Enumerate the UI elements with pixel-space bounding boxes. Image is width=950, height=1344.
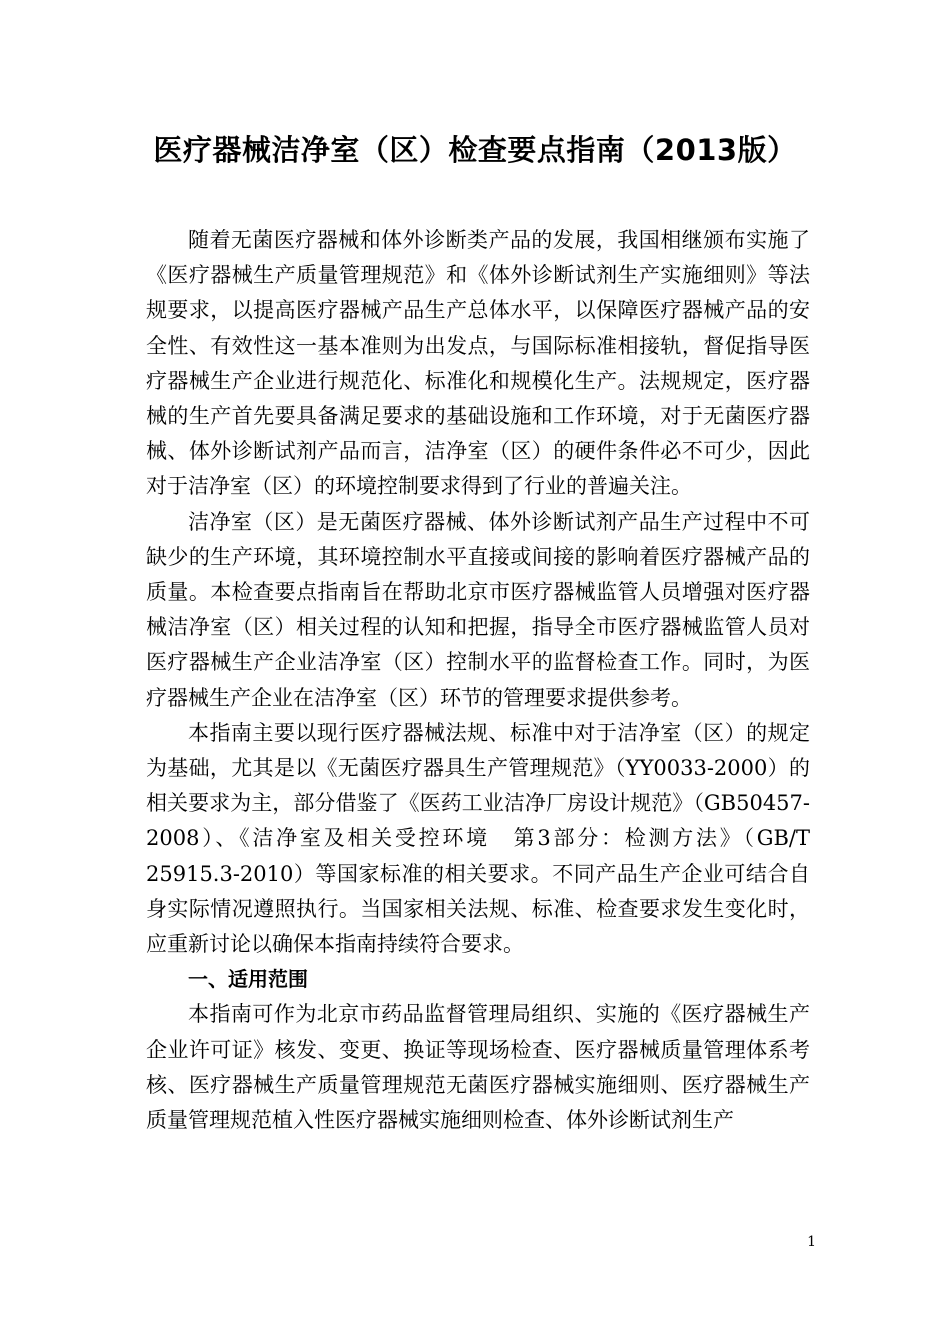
document-body xyxy=(146,223,810,1138)
paragraph-basis: 本指南主要以现行医疗器械法规、标准中对于洁净室（区）的规定为基础，尤其是以《无菌医疗器具生产管理规范》（YY0033-2000）的相关要求为主，部分借鉴了《医药工业洁净厂房设计规范》（GB50457-2008）、《洁净室及相关受控环境 第3部分：检测方法》（GB/T 25915.3-2010）等国家标准的相关要求。不同产品生产企业可结合自身实际情况遵照执行。当国家相关法规、标准、检查要求发生变化时，应重新讨论以确保本指南持续符合要求。 xyxy=(146,720,810,957)
paragraph-scope: 本指南可作为北京市药品监督管理局组织、实施的《医疗器械生产企业许可证》核发、变更、换证等现场检查、医疗器械质量管理体系考核、医疗器械生产质量管理规范无菌医疗器械实施细则、医疗器械生产质量管理规范植入性医疗器械实施细则检查、体外诊断试剂生产 xyxy=(146,1002,810,1133)
paragraph-intro: 随着无菌医疗器械和体外诊断类产品的发展，我国相继颁布实施了《医疗器械生产质量管理规范》和《体外诊断试剂生产实施细则》等法规要求，以提高医疗器械产品生产总体水平，以保障医疗器械产品的安全性、有效性这一基本准则为出发点，与国际标准相接轨，督促指导医疗器械生产企业进行规范化、标准化和规模化生产。法规规定，医疗器械的生产首先要具备满足要求的基础设施和工作环境，对于无菌医疗器械、体外诊断试剂产品而言，洁净室（区）的硬件条件必不可少，因此对于洁净室（区）的环境控制要求得到了行业的普遍关注。 xyxy=(146,228,810,499)
page-number: 1 xyxy=(807,1234,816,1250)
document-title: 医疗器械洁净室（区）检查要点指南（2013版） xyxy=(153,133,797,167)
section-heading-scope: 一、适用范围 xyxy=(188,967,308,992)
paragraph-cleanroom-purpose: 洁净室（区）是无菌医疗器械、体外诊断试剂产品生产过程中不可缺少的生产环境，其环境控制水平直接或间接的影响着医疗器械产品的质量。本检查要点指南旨在帮助北京市医疗器械监管人员增强对医疗器械洁净室（区）相关过程的认知和把握，指导全市医疗器械监管人员对医疗器械生产企业洁净室（区）控制水平的监督检查工作。同时，为医疗器械生产企业在洁净室（区）环节的管理要求提供参考。 xyxy=(146,509,810,710)
